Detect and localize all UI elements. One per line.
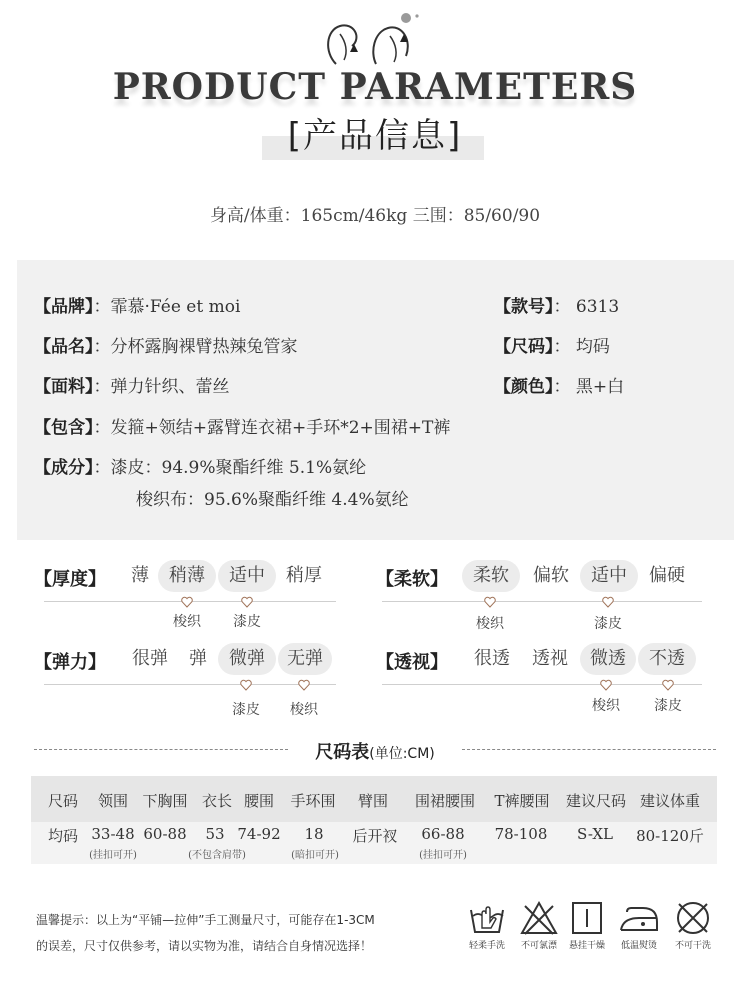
transparency-label: 【透视】: [376, 652, 448, 673]
softness-option-selected: 柔软: [462, 560, 520, 592]
transparency-option: 透视: [532, 648, 568, 669]
size-row: [494, 332, 610, 357]
elasticity-label: 【弹力】: [34, 652, 106, 673]
color-label: 【颜色】: [494, 377, 554, 397]
no-dry-clean-icon: [673, 900, 713, 936]
hang-dry-icon: [567, 900, 607, 936]
table-cell: 66-88: [421, 825, 465, 843]
composition-value-1: ：漆皮：94.9%聚酯纤维 5.1%氨纶: [93, 458, 367, 478]
size-value: ： 均码: [553, 337, 610, 357]
no-bleach-icon: [519, 900, 559, 936]
table-cell: 18: [304, 825, 324, 843]
care-hang-dry: [562, 900, 612, 951]
color-value: ： 黑+白: [553, 377, 625, 397]
table-header-cell: 领围: [97, 792, 128, 810]
care-label: 轻柔手洗: [468, 941, 505, 951]
name-row: [34, 332, 298, 357]
table-header-cell: 围裙腰围: [414, 792, 475, 810]
heart-marker-icon: [484, 596, 496, 608]
table-header-cell: 下胸围: [142, 792, 188, 810]
table-cell: 后开衩: [352, 827, 398, 845]
table-cell: 74-92: [237, 825, 281, 843]
table-subnote: (挂扣可开): [89, 850, 137, 861]
elasticity-scale-line: [44, 684, 336, 685]
thickness-option-selected: 适中: [218, 560, 276, 592]
table-cell: 33-48: [91, 825, 135, 843]
thickness-note: 梭织: [173, 614, 201, 630]
composition-row: [34, 453, 366, 478]
table-subnote: (暗扣可开): [291, 850, 339, 861]
transparency-note: 漆皮: [654, 698, 682, 714]
table-header-cell: 建议体重: [639, 792, 700, 810]
softness-scale-line: [382, 601, 702, 602]
size-table-heading: 尺码表: [315, 742, 370, 763]
heart-marker-icon: [602, 596, 614, 608]
composition-value-2: 梭织布：95.6%聚酯纤维 4.4%氨纶: [136, 490, 409, 510]
name-value: ：分杯露胸裸臂热辣兔管家: [93, 337, 298, 357]
table-cell: 均码: [47, 827, 78, 845]
includes-value: ：发箍+领结+露臂连衣裙+手环*2+围裙+T裤: [93, 418, 451, 438]
softness-option: 偏软: [533, 565, 569, 586]
softness-option-selected: 适中: [580, 560, 638, 592]
size-label: 【尺码】: [494, 337, 554, 357]
heart-marker-icon: [662, 679, 674, 691]
thickness-option: 稍厚: [286, 565, 322, 586]
heart-marker-icon: [241, 596, 253, 608]
transparency-option: 很透: [474, 648, 510, 669]
table-subnote: (不包含肩带): [188, 850, 246, 861]
table-header-cell: 手环围: [290, 792, 336, 810]
style-value: ： 6313: [553, 297, 620, 317]
color-row: [494, 372, 624, 397]
table-cell: S-XL: [577, 825, 613, 843]
brand-logo: [318, 12, 428, 74]
transparency-option-selected: 微透: [580, 643, 636, 675]
table-subnote: (挂扣可开): [419, 850, 467, 861]
table-cell: 80-120斤: [636, 827, 704, 845]
thickness-note: 漆皮: [233, 614, 261, 630]
table-header-cell: 腰围: [243, 792, 274, 810]
fabric-value: ：弹力针织、蕾丝: [93, 377, 230, 397]
low-iron-icon: [617, 900, 661, 936]
model-info: 身高/体重：165cm/46kg 三围：85/60/90: [209, 206, 541, 226]
table-header-cell: T裤腰围: [494, 792, 550, 810]
table-cell: 78-108: [494, 825, 548, 843]
table-header-cell: 衣长: [201, 792, 232, 810]
style-row: [494, 292, 619, 317]
transparency-scale-line: [382, 684, 702, 685]
heart-marker-icon: [298, 679, 310, 691]
brand-value: ：霏慕·Fée et moi: [93, 297, 241, 317]
table-header-cell: 建议尺码: [565, 792, 626, 810]
elasticity-option: 弹: [189, 648, 207, 669]
size-table-title: [0, 738, 750, 764]
elasticity-option-selected: 无弹: [278, 643, 332, 675]
table-header-cell: 臂围: [357, 792, 388, 810]
care-no-dry-clean: [668, 900, 718, 951]
care-label: 不可氯漂: [520, 941, 557, 951]
care-label: 低温熨烫: [620, 941, 657, 951]
thickness-option-selected: 稍薄: [158, 560, 216, 592]
title-english: PRODUCT PARAMETERS: [112, 66, 638, 108]
heart-marker-icon: [240, 679, 252, 691]
thickness-option: 薄: [131, 565, 149, 586]
care-no-bleach: [514, 900, 564, 951]
softness-label: 【柔软】: [376, 569, 448, 590]
brand-row: [34, 292, 240, 317]
bunny-ears-icon: [318, 12, 428, 74]
size-table-unit: (单位:CM): [369, 746, 435, 762]
softness-note: 漆皮: [594, 616, 622, 632]
composition-label: 【成分】: [34, 458, 94, 478]
title-chinese: [产品信息]: [287, 116, 463, 156]
elasticity-note: 漆皮: [232, 702, 260, 718]
heart-marker-icon: [181, 596, 193, 608]
softness-option: 偏硬: [649, 565, 685, 586]
composition-row-2: [136, 485, 409, 510]
brand-label: 【品牌】: [34, 297, 94, 317]
elasticity-option-selected: 微弹: [218, 643, 276, 675]
includes-label: 【包含】: [34, 418, 94, 438]
softness-note: 梭织: [476, 616, 504, 632]
transparency-option-selected: 不透: [638, 643, 696, 675]
elasticity-note: 梭织: [290, 702, 318, 718]
tip-line-1: 温馨提示：以上为“平铺—拉伸”手工测量尺寸，可能存在1-3CM: [36, 913, 375, 927]
hand-wash-icon: [467, 900, 507, 936]
fabric-row: [34, 372, 230, 397]
style-label: 【款号】: [494, 297, 554, 317]
table-header-cell: 尺码: [47, 792, 78, 810]
elasticity-option: 很弹: [132, 648, 168, 669]
care-hand-wash: [462, 900, 512, 951]
name-label: 【品名】: [34, 337, 94, 357]
includes-row: [34, 413, 450, 438]
care-low-iron: [614, 900, 664, 951]
fabric-label: 【面料】: [34, 377, 94, 397]
table-cell: 53: [205, 825, 225, 843]
tip-line-2: 的误差，尺寸仅供参考，请以实物为准，请结合自身情况选择！: [36, 939, 373, 953]
table-cell: 60-88: [143, 825, 187, 843]
care-label: 不可干洗: [674, 941, 711, 951]
care-label: 悬挂干燥: [568, 941, 605, 951]
heart-marker-icon: [600, 679, 612, 691]
transparency-note: 梭织: [592, 698, 620, 714]
thickness-label: 【厚度】: [34, 569, 106, 590]
